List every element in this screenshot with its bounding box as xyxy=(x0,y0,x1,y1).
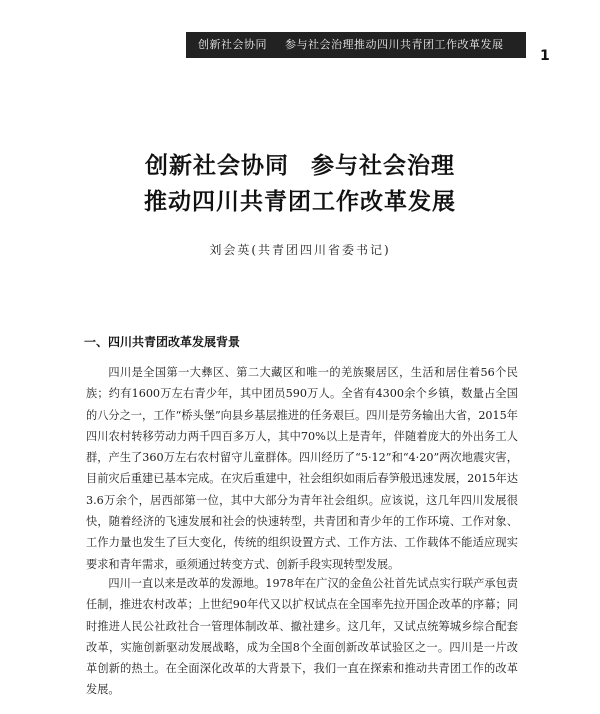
page-number: 1 xyxy=(540,48,550,64)
title-part-2: 参与社会治理 xyxy=(311,153,455,179)
body-paragraph-2 xyxy=(86,573,518,701)
paragraph-text: 四川是全国第一大彝区、第二大藏区和唯一的羌族聚居区，生活和居住着56个民族；约有1600万左右青少年，其中团员590万人。全省有4300余个乡镇，数量占全国的八分之一，工作“桥头堡”向县乡基层推进的任务艰巨。四川是劳务输出大省，2015年四川农村转移劳动力两千四百多万人，其中70%以上是青年，伴随着庞大的外出务工人群，产生了360万左右农村留守儿童群体。四川经历了“5·12”和“4·20”两次地震灾害，目前灾后重建已基本完成。在灾后重建中，社会组织如雨后春笋般迅速发展，2015年达3.6万余个，居西部第一位，其中大部分为青年社会组织。应该说，这几年四川发展很快，随着经济的飞速发展和社会的快速转型，共青团和青少年的工作环境、工作对象、工作力量也发生了巨大变化，传统的组织设置方式、工作方法、工作载体不能适应现实要求和青年需求，亟须通过转变方式、创新手段实现转型发展。 xyxy=(86,366,518,571)
article-title-line-2: 推动四川共青团工作改革发展 xyxy=(144,189,456,215)
section-heading: 一、四川共青团改革发展背景 xyxy=(84,335,241,349)
running-header xyxy=(186,32,526,58)
article-title-line-1 xyxy=(0,147,600,180)
title-part-1: 创新社会协同 xyxy=(145,153,289,179)
running-header-left: 创新社会协同 xyxy=(198,38,267,51)
paragraph-text: 四川一直以来是改革的发源地。1978年在广汉的金鱼公社首先试点实行联产承包责任制，推进农村改革；上世纪90年代又以扩权试点在全国率先拉开国企改革的序幕；同时推进人民公社政社合一管理体制改革、撤社建乡。这几年，又试点统筹城乡综合配套改革，实施创新驱动发展战略，成为全国8个全面创新改革试验区之一。四川是一片改革创新的热土。在全面深化改革的大背景下，我们一直在探索和推动共青团工作的改革发展。 xyxy=(86,577,518,697)
body-paragraph-1 xyxy=(86,362,518,575)
running-header-right: 参与社会治理推动四川共青团工作改革发展 xyxy=(285,38,504,51)
author-byline: 刘会英(共青团四川省委书记) xyxy=(209,243,391,257)
